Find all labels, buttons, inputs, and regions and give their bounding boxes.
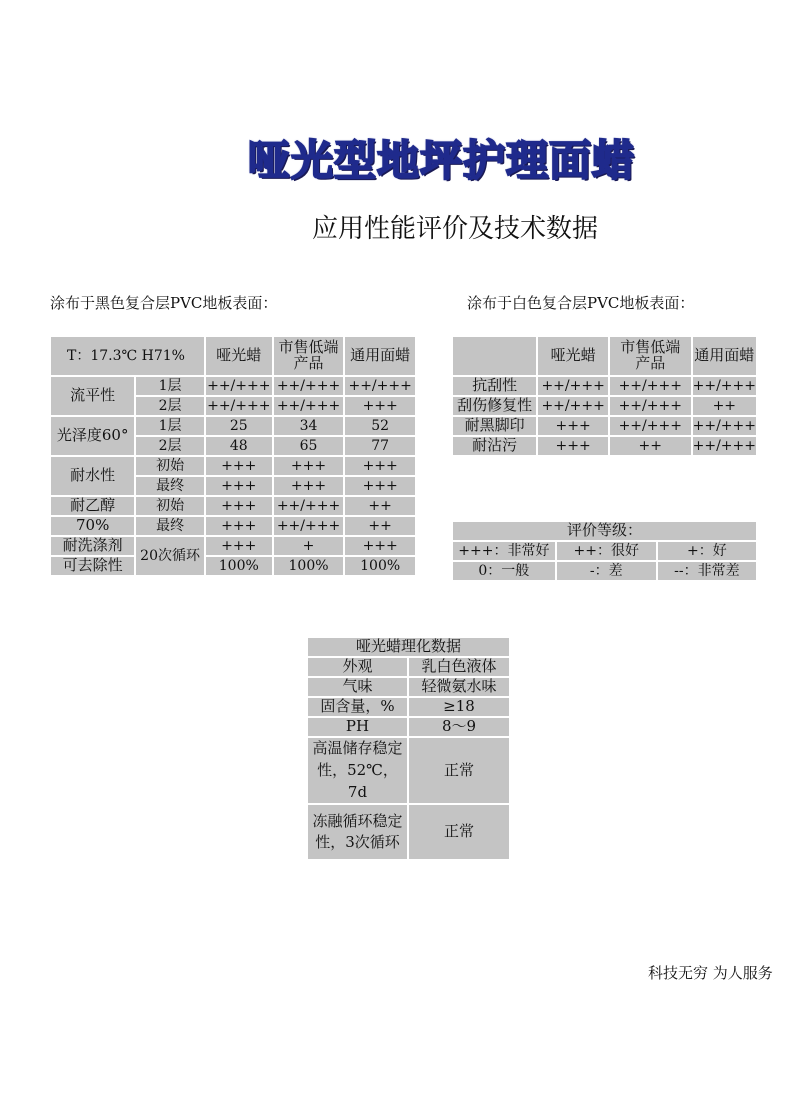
value-cell: ++/+++ — [538, 397, 608, 415]
rating-item: ++：很好 — [557, 542, 656, 560]
value-cell: ++ — [610, 437, 691, 455]
value-cell: +++ — [345, 537, 415, 555]
value-cell: ++/+++ — [610, 417, 691, 435]
value-cell: ++ — [693, 397, 756, 415]
value-cell: ++/+++ — [692, 377, 756, 394]
value-cell: +++ — [345, 457, 415, 475]
sub-cell: 初始 — [136, 457, 204, 475]
black-pvc-table — [49, 335, 417, 577]
prop-scratch: 抗刮性 — [453, 377, 536, 395]
rating-item: 0：一般 — [453, 562, 555, 580]
right-caption: 涂布于白色复合层PVC地板表面： — [467, 294, 695, 312]
sub-cycles: 20次循环 — [136, 537, 204, 575]
value-cell: 25 — [206, 417, 272, 435]
prop-gloss: 光泽度60° — [51, 417, 134, 455]
header-matte: 哑光蜡 — [538, 337, 608, 375]
physchem-title: 哑光蜡理化数据 — [308, 638, 509, 656]
header-lowend: 市售低端 产品 — [610, 337, 691, 375]
value-cell: ++/+++ — [345, 377, 415, 395]
value-cell: +++ — [345, 397, 415, 415]
value-cell: ++/+++ — [274, 517, 344, 535]
value-cell: ++ — [345, 497, 415, 515]
slogan: 科技无穷 为人服务 — [648, 964, 773, 982]
physchem-value: 正常 — [409, 738, 509, 803]
value-cell: ++ — [345, 517, 415, 535]
header-matte: 哑光蜡 — [206, 337, 272, 375]
physchem-name: 高温储存稳定 性，52℃，7d — [308, 738, 407, 803]
value-cell: +++ — [274, 477, 344, 495]
physchem-table — [306, 636, 511, 861]
header-lowend: 市售低端 产品 — [274, 337, 344, 375]
sub-cell: 初始 — [136, 497, 204, 515]
value-cell: +++ — [538, 417, 608, 435]
prop-scratch-repair: 刮伤修复性 — [453, 397, 536, 415]
prop-heel-marks: 耐黑脚印 — [453, 417, 536, 435]
value-cell: 77 — [345, 437, 415, 455]
value-cell: ++/+++ — [610, 377, 691, 395]
physchem-name: 冻融循环稳定 性，3次循环 — [308, 805, 407, 859]
prop-removability: 可去除性 — [51, 557, 134, 575]
value-cell: ++/+++ — [274, 377, 344, 395]
page-title: 哑光型地坪护理面蜡 — [248, 136, 636, 185]
header-general: 通用面蜡 — [693, 337, 756, 375]
rating-title: 评价等级： — [453, 522, 756, 540]
value-cell: ++/+++ — [692, 437, 756, 454]
physchem-value: 轻微氨水味 — [409, 678, 509, 696]
rating-item: +：好 — [658, 542, 756, 560]
prop-water: 耐水性 — [51, 457, 134, 495]
value-cell: ++/+++ — [610, 397, 691, 415]
value-cell: +++ — [274, 457, 344, 475]
value-cell: +++ — [538, 437, 608, 455]
sub-cell: 2层 — [136, 397, 204, 415]
sub-cell: 1层 — [136, 377, 204, 395]
value-cell: +++ — [345, 477, 415, 495]
physchem-name: 外观 — [308, 658, 407, 676]
value-cell: 48 — [206, 437, 272, 455]
value-cell: ++/+++ — [692, 417, 756, 434]
value-cell: +++ — [206, 457, 272, 475]
empty-header — [453, 337, 536, 375]
value-cell: +++ — [206, 537, 272, 555]
value-cell: 100% — [274, 557, 344, 575]
physchem-name: PH — [308, 718, 407, 736]
rating-item: +++：非常好 — [453, 542, 555, 560]
prop-detergent: 耐洗涤剂 — [51, 537, 134, 555]
sub-cell: 最终 — [136, 517, 204, 535]
sub-cell: 2层 — [136, 437, 204, 455]
value-cell: ++/+++ — [274, 397, 344, 415]
rating-item: --：非常差 — [658, 562, 756, 580]
physchem-name: 气味 — [308, 678, 407, 696]
value-cell: +++ — [206, 497, 272, 515]
physchem-value: 8～9 — [409, 718, 509, 736]
value-cell: 65 — [274, 437, 344, 455]
value-cell: +++ — [206, 517, 272, 535]
sub-cell: 1层 — [136, 417, 204, 435]
value-cell: ++/+++ — [207, 397, 271, 414]
header-general: 通用面蜡 — [345, 337, 415, 375]
physchem-value: 正常 — [409, 805, 509, 859]
physchem-value: ≥18 — [409, 698, 509, 716]
sub-cell: 最终 — [136, 477, 204, 495]
value-cell: ++/+++ — [207, 377, 271, 394]
page-subtitle: 应用性能评价及技术数据 — [312, 214, 599, 244]
prop-ethanol-pct: 70% — [51, 517, 134, 535]
value-cell: 52 — [345, 417, 415, 435]
prop-soil: 耐沾污 — [453, 437, 536, 455]
value-cell: +++ — [206, 477, 272, 495]
physchem-name: 固含量，% — [308, 698, 407, 716]
prop-ethanol: 耐乙醇 — [51, 497, 134, 515]
value-cell: ++/+++ — [274, 497, 344, 515]
rating-item: -：差 — [557, 562, 656, 580]
value-cell: ++/+++ — [538, 377, 608, 395]
value-cell: 34 — [274, 417, 344, 435]
white-pvc-table — [451, 335, 758, 457]
rating-legend — [451, 520, 758, 582]
value-cell: 100% — [206, 557, 272, 575]
prop-leveling: 流平性 — [51, 377, 134, 415]
value-cell: 100% — [345, 557, 415, 575]
value-cell: + — [274, 537, 344, 555]
conditions-cell: T：17.3℃ H71% — [51, 337, 204, 375]
physchem-value: 乳白色液体 — [409, 658, 509, 676]
left-caption: 涂布于黑色复合层PVC地板表面： — [50, 294, 278, 312]
